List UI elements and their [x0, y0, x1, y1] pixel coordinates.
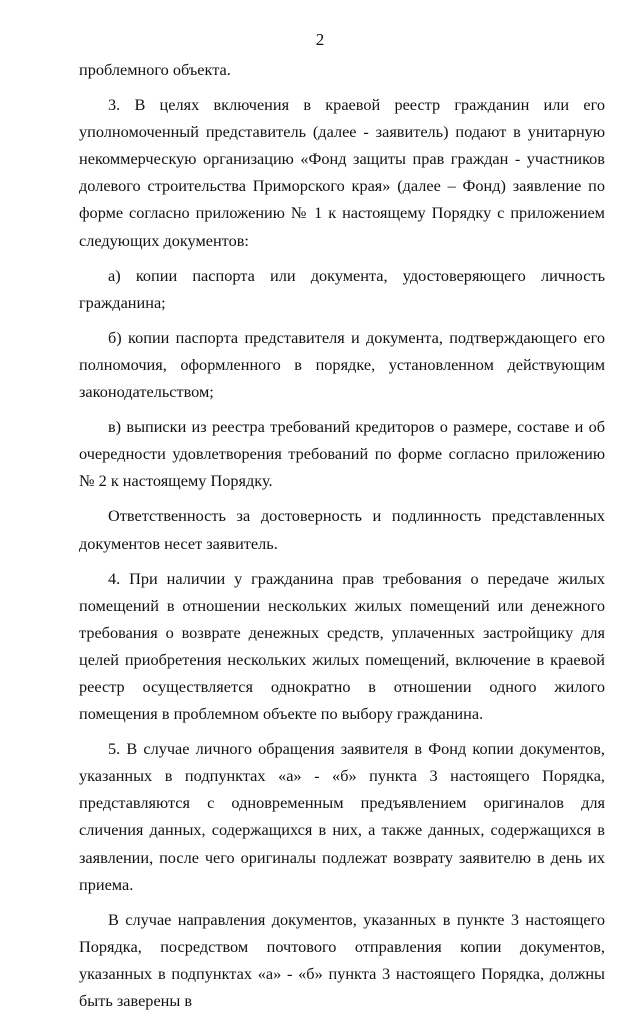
paragraph-subitem-v: в) выписки из реестра требований кредиторов о размере, составе и об очередности удовлетворения требований по форме согласно приложению № 2 к настоящему Порядку.: [79, 417, 605, 491]
paragraph-subitem-a: а) копии паспорта или документа, удостоверяющего личность гражданина;: [79, 265, 605, 312]
document-body: [79, 56, 605, 1022]
page-number: 2: [315, 30, 325, 49]
paragraph-postal: В случае направления документов, указанных в пункте 3 настоящего Порядка, посредством почтового отправления копии документов, указанных в подпунктах «а» - «б» пункта 3 настоящего Порядка, должны быть заверены в: [79, 909, 605, 1010]
paragraph-subitem-b: б) копии паспорта представителя и документа, подтверждающего его полномочия, оформленного в порядке, установленном действующим законодательством;: [79, 327, 605, 402]
paragraph-item-5: 5. В случае личного обращения заявителя в Фонд копии документов, указанных в подпунктах «а» - «б» пункта 3 настоящего Порядка, представляются с одновременным предъявлением оригиналов для сличения данных, содержащихся в них, а также данных, содержащихся в заявлении, после чего оригиналы подлежат возврату заявителю в день их приема.: [79, 739, 605, 894]
paragraph-item-3: 3. В целях включения в краевой реестр гражданин или его уполномоченный представитель (далее - заявитель) подают в унитарную некоммерческую организацию «Фонд защиты прав граждан - участников долевого строительства Приморского края» (далее – Фонд) заявление по форме согласно приложению № 1 к настоящему Порядку с приложением следующих документов:: [79, 95, 605, 250]
paragraph-item-4: 4. При наличии у гражданина прав требования о передаче жилых помещений в отношении нескольких жилых помещений или денежного требования о возврате денежных средств, уплаченных застройщику для целей приобретения нескольких жилых помещений, включение в краевой реестр осуществляется однократно в отношении одного жилого помещения в проблемном объекте по выбору гражданина.: [79, 568, 605, 724]
paragraph-continuation: проблемного объекта.: [79, 60, 231, 79]
paragraph-responsibility: Ответственность за достоверность и подлинность представленных документов несет заявитель.: [79, 506, 605, 553]
